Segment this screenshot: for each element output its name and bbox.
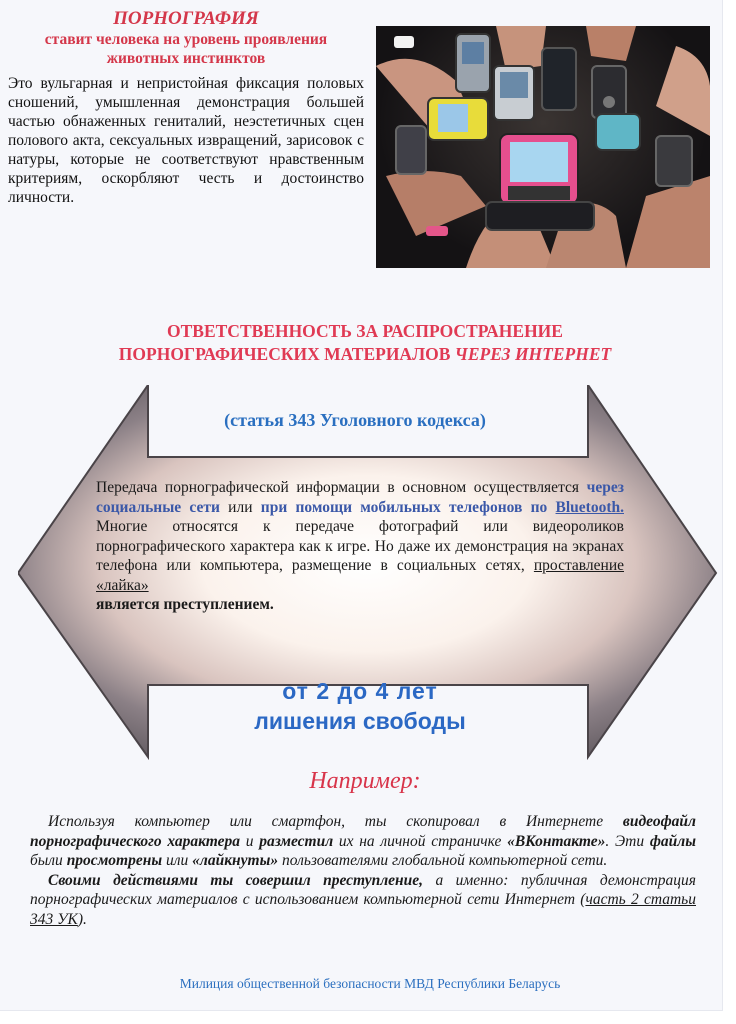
example-bold-liked: «лайкнуты» (192, 852, 279, 869)
leaflet-title: ПОРНОГРАФИЯ (113, 8, 259, 29)
example-text-part: Используя компьютер или смартфон, ты скопировал в Интернете (48, 813, 623, 830)
intro-block (8, 8, 364, 207)
article-reference: (статья 343 Уголовного кодекса) (224, 410, 486, 430)
distribution-text-part: Передача порнографической информации в основном осуществляется (96, 479, 587, 496)
penalty-term (150, 676, 570, 736)
example-bold-videofile: видеофайл порнографического характера (30, 813, 696, 850)
distribution-text-part: Многие относятся к передаче фотографий или видеороликов порнографического характера как к игре. Но даже их демонстрация на экранах телефона или компьютера, размещение в социальных сетях, (96, 518, 624, 574)
penalty-type: лишения свободы (254, 708, 466, 734)
highlight-mobile-phones: при помощи мобильных телефонов по (260, 498, 556, 516)
example-paragraph-2 (30, 871, 696, 930)
example-text-part: или (162, 852, 193, 869)
example-text-part: . Эти (605, 832, 650, 850)
example-text (30, 812, 696, 929)
example-heading: Например: (309, 768, 421, 794)
example-text-part: а именно: публичная демонстрация порнографических материалов с использованием компьютерной сети Интернет ( (30, 871, 696, 908)
example-text-part: были (30, 852, 67, 869)
penalty-years: от 2 до 4 лет (282, 678, 438, 704)
example-text-part: пользователями глобальной компьютерной сети. (278, 852, 608, 869)
highlight-social-networks: через социальные сети (96, 479, 624, 516)
responsibility-heading (20, 320, 710, 366)
example-text-part: и (240, 832, 260, 850)
phones-in-hands-photo (376, 26, 710, 268)
definition-text: Это вульгарная и непристойная фиксация половых сношений, умышленная демонстрация большей частью обнаженных гениталий, неэстетичных сцен полового акта, сексуальных извращений, зарисовок с натуры, которые не соответствуют нравственным критериям, оскорбляют честь и достоинство личности. (8, 75, 364, 206)
responsibility-heading-line2: ПОРНОГРАФИЧЕСКИХ МАТЕРИАЛОВ (118, 344, 451, 364)
distribution-text (96, 478, 624, 615)
leaflet-subtitle: ставит человека на уровень проявления животных инстинктов (44, 31, 328, 67)
responsibility-heading-line1: ОТВЕТСТВЕННОСТЬ ЗА РАСПРОСТРАНЕНИЕ (167, 321, 563, 341)
example-text-part: ). (77, 910, 87, 928)
example-bold-viewed: просмотрены (66, 852, 163, 869)
highlight-bluetooth: Bluetooth. (555, 498, 624, 516)
example-bold-crime: Своими действиями ты совершил преступление, (48, 871, 424, 889)
example-text-part: их на личной страничке (333, 832, 508, 850)
example-bold-posted: разместил (259, 832, 334, 850)
is-crime-statement: является преступлением. (96, 596, 274, 613)
underlined-like: проставление «лайка» (96, 557, 624, 594)
example-bold-vkontakte: «ВКонтакте» (507, 832, 606, 850)
distribution-text-part: или (219, 498, 261, 516)
footer-credit: Милиция общественной безопасности МВД Республики Беларусь (179, 976, 561, 991)
example-paragraph-1 (30, 812, 696, 871)
example-article-reference: часть 2 статьи 343 УК (30, 891, 696, 928)
phones-illustration (376, 26, 710, 268)
example-bold-files: файлы (649, 832, 697, 850)
responsibility-heading-italic: ЧЕРЕЗ ИНТЕРНЕТ (454, 344, 612, 364)
